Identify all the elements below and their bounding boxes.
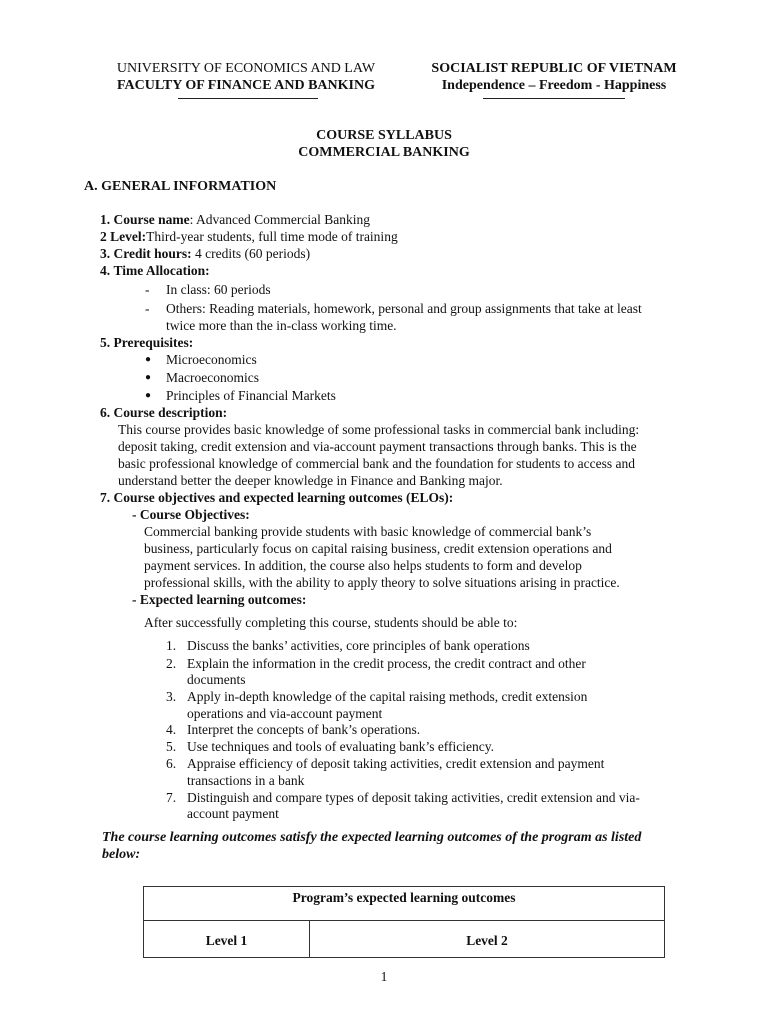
- time-others-line-2: twice more than the in-class working time.: [166, 318, 397, 333]
- elo-text: Appraise efficiency of deposit taking activities, credit extension and payment: [187, 756, 605, 771]
- elo-text: Distinguish and compare types of deposit taking activities, credit extension and via-: [187, 790, 640, 805]
- description-line: This course provides basic knowledge of some professional tasks in commercial bank including:: [118, 422, 640, 437]
- elo-number: 3.: [166, 689, 177, 704]
- elo-number: 5.: [166, 739, 177, 754]
- table-cell-text: Level 1: [205, 933, 248, 948]
- prereq-item: Microeconomics: [166, 352, 257, 367]
- outcomes-statement-line-1: The course learning outcomes satisfy the expected learning outcomes of the program as listed: [102, 830, 642, 845]
- item-value: 4 credits (60 periods): [191, 246, 311, 261]
- elo-text: Discuss the banks’ activities, core principles of bank operations: [187, 638, 530, 653]
- time-others-line-1: Others: Reading materials, homework, personal and group assignments that take at least: [166, 301, 642, 316]
- doc-title: [184, 127, 584, 161]
- elo-text: Use techniques and tools of evaluating bank’s efficiency.: [187, 739, 495, 754]
- header-right: [420, 60, 688, 94]
- faculty-name: FACULTY OF FINANCE AND BANKING: [117, 78, 375, 93]
- elo-intro: After successfully completing this course, students should be able to:: [144, 615, 518, 630]
- objectives-line: business, particularly focus on capital raising business, credit extension operations and: [144, 541, 612, 556]
- table-header-cell: Program’s expected learning outcomes: [292, 890, 516, 905]
- dash-marker: -: [145, 282, 150, 297]
- table-cell-level-2: [310, 920, 664, 957]
- elo-text: Interpret the concepts of bank’s operations.: [187, 722, 421, 737]
- elo-subheading: - Expected learning outcomes:: [132, 592, 307, 607]
- learning-outcomes-table: [143, 886, 665, 958]
- header-left-rule: [178, 98, 318, 99]
- table-header-row: [144, 887, 664, 921]
- item-label: Time Allocation:: [113, 263, 210, 278]
- item-number: 3.: [100, 246, 111, 261]
- description-line: basic professional knowledge of commercial bank and the foundation for students to access and: [118, 456, 635, 471]
- description-line: understand better the deeper knowledge in Finance and Banking major.: [118, 473, 503, 488]
- item-credit-hours: [100, 245, 310, 262]
- elo-text-cont: transactions in a bank: [187, 773, 305, 788]
- table-cell-text: Level 2: [466, 933, 508, 948]
- item-label: Prerequisites:: [113, 335, 194, 350]
- item-label: Credit hours:: [113, 246, 192, 261]
- elo-text: Apply in-depth knowledge of the capital raising methods, credit extension: [187, 689, 588, 704]
- table-cell-level-1: [144, 920, 310, 957]
- elo-number: 7.: [166, 790, 177, 805]
- objectives-line: payment services. In addition, the course also helps students to form and develop: [144, 558, 582, 573]
- item-label: Course name: [113, 212, 190, 227]
- objectives-line: Commercial banking provide students with basic knowledge of commercial bank’s: [144, 524, 592, 539]
- item-course-description: [100, 404, 227, 421]
- item-number: 5.: [100, 335, 111, 350]
- prereq-item: Macroeconomics: [166, 370, 259, 385]
- dash-marker: -: [145, 301, 150, 316]
- item-number: 6.: [100, 405, 111, 420]
- bullet-marker: ●: [145, 390, 152, 401]
- time-in-class: In class: 60 periods: [166, 282, 271, 297]
- item-label: Course description:: [113, 405, 228, 420]
- item-label: Level:: [110, 229, 147, 244]
- item-prerequisites: [100, 334, 193, 351]
- bullet-marker: ●: [145, 372, 152, 383]
- title-line-1: COURSE SYLLABUS: [316, 128, 452, 143]
- bullet-marker: ●: [145, 354, 152, 365]
- elo-number: 2.: [166, 656, 177, 671]
- header-left: [96, 60, 396, 94]
- section-heading: A. GENERAL INFORMATION: [84, 179, 277, 194]
- title-line-2: COMMERCIAL BANKING: [298, 145, 470, 160]
- item-course-name: [100, 211, 370, 228]
- item-time-allocation: [100, 262, 210, 279]
- description-line: deposit taking, credit extension and via-account payment transactions through banks. This is the: [118, 439, 637, 454]
- prereq-item: Principles of Financial Markets: [166, 388, 336, 403]
- item-level: [100, 228, 398, 245]
- item-course-objectives: [100, 489, 453, 506]
- elo-text: Explain the information in the credit process, the credit contract and other: [187, 656, 586, 671]
- item-value: Third-year students, full time mode of training: [146, 229, 398, 244]
- outcomes-statement-line-2: below:: [102, 847, 141, 862]
- item-number: 2: [100, 229, 107, 244]
- objectives-subheading: - Course Objectives:: [132, 507, 250, 522]
- university-name: UNIVERSITY OF ECONOMICS AND LAW: [116, 61, 376, 76]
- item-label: Course objectives and expected learning outcomes (ELOs):: [113, 490, 454, 505]
- elo-number: 6.: [166, 756, 177, 771]
- elo-number: 1.: [166, 638, 177, 653]
- item-value: : Advanced Commercial Banking: [189, 212, 370, 227]
- item-number: 4.: [100, 263, 111, 278]
- elo-text-cont: account payment: [187, 806, 279, 821]
- country-motto: Independence – Freedom - Happiness: [441, 78, 667, 93]
- elo-number: 4.: [166, 722, 177, 737]
- country-name: SOCIALIST REPUBLIC OF VIETNAM: [431, 61, 677, 76]
- item-number: 1.: [100, 212, 111, 227]
- header-right-rule: [483, 98, 625, 99]
- elo-text-cont: operations and via-account payment: [187, 706, 383, 721]
- elo-text-cont: documents: [187, 672, 246, 687]
- objectives-line: professional skills, with the ability to apply theory to solve situations arising in practice.: [144, 575, 620, 590]
- page-number: 1: [380, 969, 388, 984]
- item-number: 7.: [100, 490, 111, 505]
